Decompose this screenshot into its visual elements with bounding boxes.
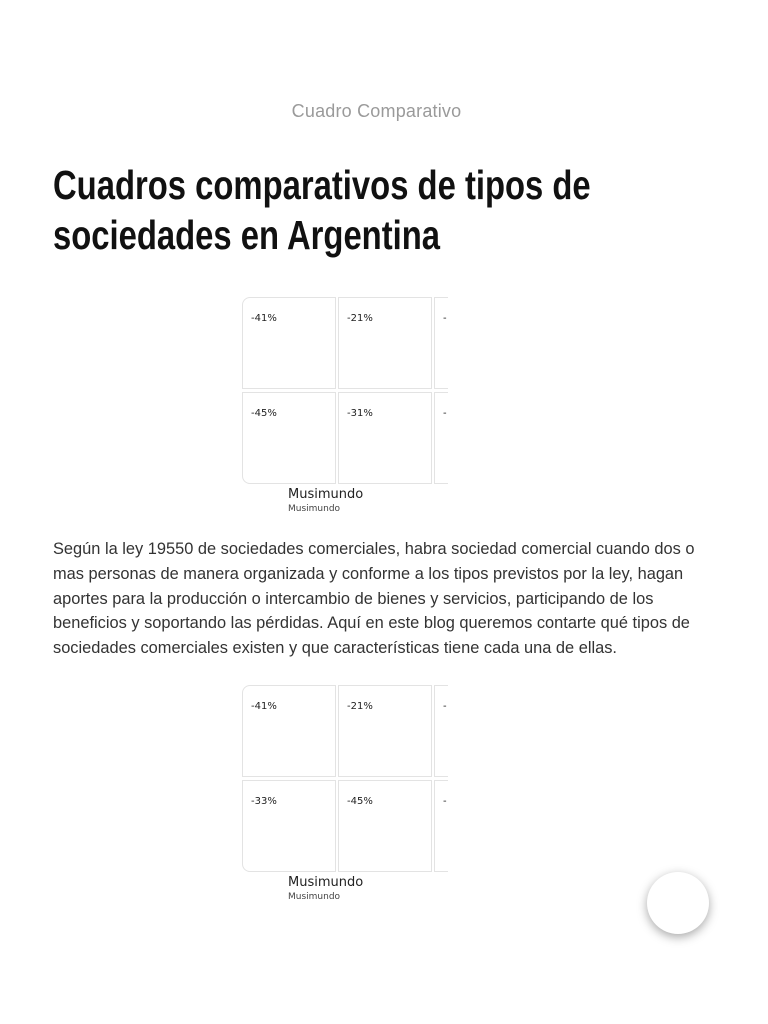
- floating-action-button[interactable]: [647, 872, 709, 934]
- product-tile[interactable]: [434, 392, 448, 484]
- discount-label: -31%: [347, 408, 373, 419]
- product-grid: [242, 297, 448, 484]
- store-name[interactable]: Musimundo: [288, 875, 364, 890]
- discount-label: -: [443, 313, 447, 324]
- discount-label: -: [443, 408, 447, 419]
- store-name[interactable]: Musimundo: [288, 487, 364, 502]
- store-subtitle: Musimundo: [288, 504, 341, 514]
- discount-label: -21%: [347, 701, 373, 712]
- page-title-line-2: sociedades en Argentina: [53, 212, 441, 258]
- page-title: [53, 160, 597, 260]
- discount-label: -41%: [251, 313, 277, 324]
- product-tile[interactable]: [242, 392, 336, 484]
- category-label[interactable]: Cuadro Comparativo: [291, 101, 462, 121]
- product-tile[interactable]: [242, 780, 336, 872]
- discount-label: -41%: [251, 701, 277, 712]
- product-tile[interactable]: [338, 392, 432, 484]
- discount-label: -45%: [251, 408, 277, 419]
- page-title-line-1: Cuadros comparativos de tipos de: [53, 162, 591, 208]
- product-tile[interactable]: [434, 297, 448, 389]
- article-paragraph: Según la ley 19550 de sociedades comerciales, habra sociedad comercial cuando dos o mas personas de manera organizada y conforme a los tipos previstos por la ley, hagan aportes para la producción o intercambio de bienes y servicios, participando de los beneficios y soportando las pérdidas. Aquí en este blog queremos contarte qué tipos de sociedades comerciales existen y que características tiene cada una de ellas.: [53, 540, 695, 658]
- product-tile[interactable]: [434, 780, 448, 872]
- product-tile[interactable]: [338, 685, 432, 777]
- discount-label: -45%: [347, 796, 373, 807]
- discount-label: -21%: [347, 313, 373, 324]
- product-ad-widget[interactable]: [242, 685, 448, 903]
- discount-label: -33%: [251, 796, 277, 807]
- store-subtitle: Musimundo: [288, 892, 341, 902]
- product-tile[interactable]: [338, 780, 432, 872]
- discount-label: -: [443, 701, 447, 712]
- product-tile[interactable]: [242, 297, 336, 389]
- product-tile[interactable]: [338, 297, 432, 389]
- discount-label: -: [443, 796, 447, 807]
- product-tile[interactable]: [242, 685, 336, 777]
- product-grid: [242, 685, 448, 872]
- product-tile[interactable]: [434, 685, 448, 777]
- product-ad-widget[interactable]: [242, 297, 448, 515]
